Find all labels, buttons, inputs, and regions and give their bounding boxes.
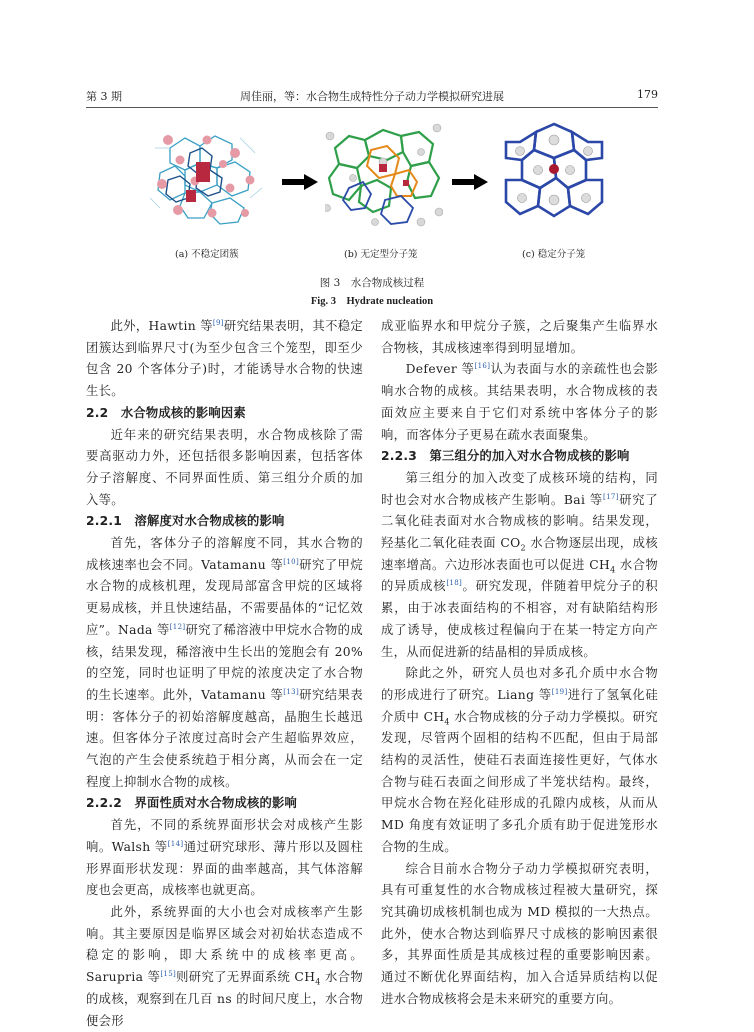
- paragraph: 综合目前水合物分子动力学模拟研究表明，具有可重复性的水合物成核过程被大量研究，探究其确切成核机制也成为 MD 模拟的一大热点。此外，使水合物达到临界尺寸成核的影响因素很多，其界面性质是其成核过程的重要影响因素。通过不断优化界面结构，加入合适异质结构以促进水合物成核将会是未来研究的重要方向。: [381, 861, 658, 1006]
- figure-title-cn: 图 3 水合物成核过程: [319, 277, 425, 289]
- figure-title-en: Fig. 3 Hydrate nucleation: [310, 296, 434, 307]
- caption-panel-c: (c) 稳定分子笼: [522, 249, 586, 260]
- paragraph: 第三组分的加入改变了成核环境的结构，同时也会对水合物成核产生影响。Bai 等[17]研究了二氧化硅表面对水合物成核的影响。结果发现，羟基化二氧化硅表面 $CO_2$ 水合物逐层出现，成核速率增高。六边形冰表面也可以促进 $CH_4$ 水合物的异质成核[18]。研究发现，伴随着甲烷分子的积累，由于冰表面结构的不相容，对有缺陷结构形成了诱导，使成核过程偏向于在某一特定方向产生，从而促进新的结晶相的异质成核。: [381, 470, 658, 659]
- page-number: 179: [637, 88, 658, 101]
- paragraph: 此外，Hawtin 等[9]研究结果表明，其不稳定团簇达到临界尺寸(为至少包含三个笼型，即至少包含 20 个客体分子)时，才能诱导水合物的快速生长。: [86, 318, 364, 399]
- paragraph: Defever 等[16]认为表面与水的亲疏性也会影响水合物的成核。其结果表明，水合物成核的表面效应主要来自于它们对系统中客体分子的影响，而客体分子更易在疏水表面聚集。: [381, 362, 658, 442]
- caption-panel-a: (a) 不稳定团簇: [175, 249, 239, 260]
- subsection-heading: 2.2.1 溶解度对水合物成核的影响: [86, 514, 285, 529]
- paragraph: 近年来的研究结果表明，水合物成核除了需要高驱动力外，还包括很多影响因素，包括客体分子溶解度、不同界面性质、第三组分介质的加入等。: [86, 427, 363, 507]
- paragraph: 首先，不同的系统界面形状会对成核产生影响。Walsh 等[14]通过研究球形、薄片形以及圆柱形界面形状发现：界面的曲率越高，其气体溶解度也会更高，成核率也就更高。: [86, 818, 363, 898]
- subsection-heading: 2.2.2 界面性质对水合物成核的影响: [86, 796, 297, 811]
- subsection-heading: 2.2.3 第三组分的加入对水合物成核的影响: [381, 449, 630, 464]
- arrow-right-icon: [452, 174, 488, 190]
- arrow-right-icon: [282, 174, 318, 190]
- header-rule: [86, 107, 658, 108]
- running-title: 周佳丽，等：水合物生成特性分子动力学模拟研究进展: [240, 90, 504, 103]
- running-header: [86, 88, 658, 106]
- caption-panel-b: (b) 无定型分子笼: [344, 249, 418, 260]
- paragraph: 首先，客体分子的溶解度不同，其水合物的成核速率也会不同。Vatamanu 等[10]研究了甲烷水合物的成核机理，发现局部富含甲烷的区域将更易成核，并且快速结晶，不需要晶体的“记忆效应”。Nada 等[12]研究了稀溶液中甲烷水合物的成核，结果发现，稀溶液中生长出的笼胞会有 20% 的空笼，同时也证明了甲烷的浓度决定了水合物的生长速率。此外，Vatamanu 等[13]研究结果表明：客体分子的初始溶解度越高，晶胞生长越迅速。但客体分子浓度过高时会产生超临界效应，气泡的产生会使系统趋于相分离，从而会在一定程度上抑制水合物的成核。: [86, 536, 364, 789]
- paragraph: 除此之外，研究人员也对多孔介质中水合物的形成进行了研究。Liang 等[19]进行了氢氧化硅介质中 $CH_4$ 水合物成核的分子动力学模拟。研究发现，尽管两个固相的结构不匹配，但由于局部结构的灵活性，使硅石表面连接性更好，气体水合物与硅石表面之间形成了半笼状结构。最终，甲烷水合物在羟化硅形成的孔隙内成核，从而从 MD 角度有效证明了多孔介质有助于促进笼形水合物的生成。: [381, 666, 658, 854]
- paragraph: 此外，系统界面的大小也会对成核率产生影响。其主要原因是临界区域会对初始状态造成不稳定的影响，即大系统中的成核率更高。Sarupria 等[15]则研究了无界面系统 $CH_4$ 水合物的成核，观察到在几百 ns 的时间尺度上，水合物便会形: [86, 904, 364, 1028]
- panel-a-unstable-cluster: [140, 118, 272, 228]
- panel-c-stable-cage: [500, 118, 608, 228]
- panel-b-amorphous-cage: [325, 118, 443, 228]
- issue-number: 第 3 期: [86, 90, 122, 103]
- right-column: [381, 316, 658, 1011]
- left-column: [86, 316, 363, 1032]
- paragraph: 成亚临界水和甲烷分子簇，之后聚集产生临界水合物核，其成核速率得到明显增加。: [381, 319, 658, 355]
- section-heading: 2.2 水合物成核的影响因素: [86, 405, 246, 420]
